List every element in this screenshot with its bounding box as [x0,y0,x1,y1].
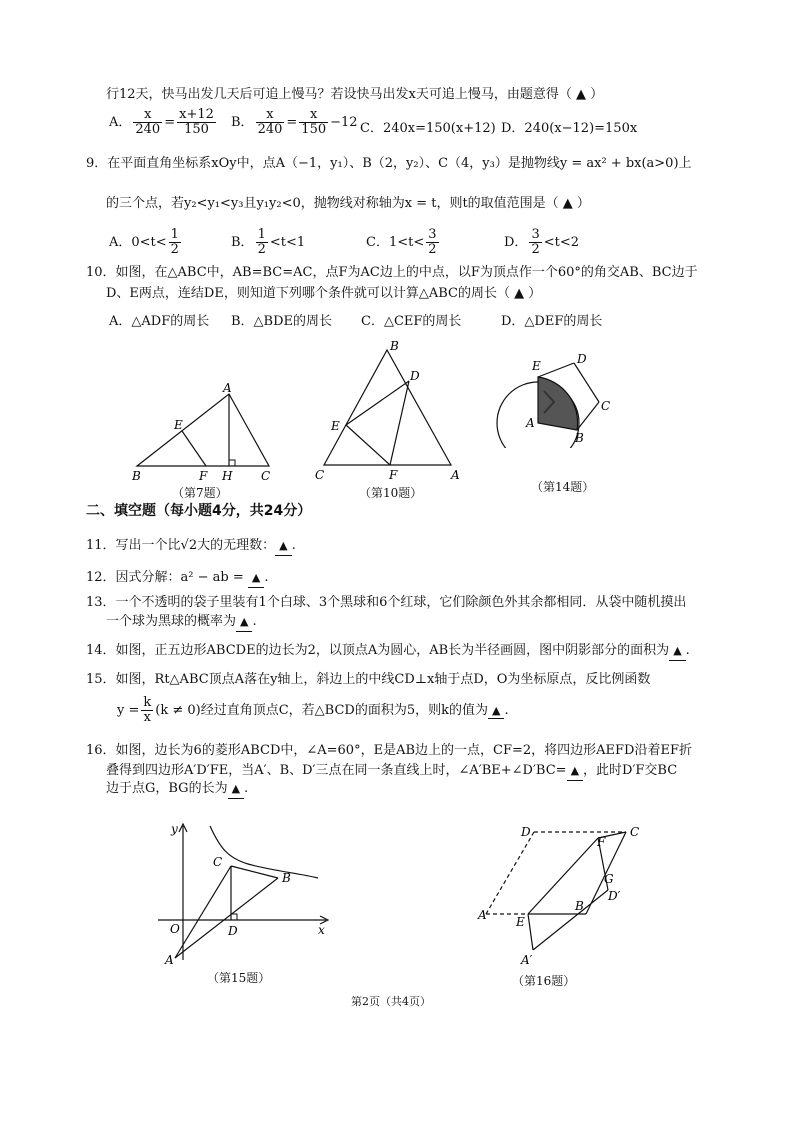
fig16-label-d: D [521,825,531,839]
fig15-caption: （第15题） [207,971,271,985]
q15-answer-blank: ▲ [488,704,504,719]
fig14-label-a: A [526,416,535,430]
fig16-label-c: C [630,825,640,839]
fig16-label-dp: D′ [608,889,621,903]
q13-line1: 13．一个不透明的袋子里装有1个白球、3个黑球和6个红球，它们除颜色外其余都相同．从袋中随机摸出 [86,595,687,610]
q16-answer-blank-1: ▲ [567,762,583,781]
figure-16 [476,822,646,972]
q10-line2: D、E两点，连结DE，则知道下列哪个条件就可以计算△ABC的周长（ ▲ ） [106,286,542,301]
fig14-caption: （第14题） [531,480,595,494]
q16-line2: 叠得到四边形A′D′FE，当A′、B、D′三点在同一条直线上时，∠A′BE+∠D′BC= ▲ ，此时D′F交BC [106,762,677,781]
fig7-label-b: B [132,469,141,483]
fig14-label-e: E [532,359,541,373]
q8-option-c: C．240x=150(x+12) [360,121,496,136]
q8-option-d: D．240(x−12)=150x [501,121,638,136]
fig10-label-e: E [331,419,340,433]
fig10-label-c: C [315,468,325,482]
fig14-label-b: B [575,431,584,445]
fig15-label-a: A [165,953,174,967]
fig7-label-a: A [223,381,232,395]
q10-option-d: D．△DEF的周长 [501,314,603,329]
q13-line2: 一个球为黑球的概率为 ▲ . [106,613,257,632]
q8-option-a: A． $\frac{x}{240}$ = $\frac{x+12}{150}$ [109,107,214,137]
fig16-caption: （第16题） [512,974,576,988]
q8-option-b: B． $\frac{x}{240}$ = $\frac{x}{150}$ −12 [231,107,358,137]
fig16-label-a: A [478,908,487,922]
fig10-label-a: A [451,468,460,482]
q16-answer-blank-2: ▲ [228,780,244,799]
fig10-label-d: D [410,369,420,383]
q9-option-a: A．0<t< $\frac{1}{2}$ [109,227,179,257]
figure-15 [158,818,338,968]
q9-option-b: B． $\frac{1}{2}$ <t<1 [231,227,306,257]
fig7-label-e: E [174,418,183,432]
fig15-label-c: C [213,855,223,869]
fig14-label-d: D [577,352,587,366]
fig14-label-c: C [601,399,611,413]
q11-answer-blank: ▲ [275,537,291,556]
section-2-heading: 二、填空题（每小题4分，共24分） [86,503,312,519]
q8-stem: 行12天，快马出发几天后可追上慢马？若设快马出发x天可追上慢马，由题意得（ ▲ ） [106,87,604,102]
fig10-caption: （第10题） [359,486,423,500]
q16-line1: 16．如图，边长为6的菱形ABCD中，∠A=60°，E是AB边上的一点，CF=2，将四边形AEFD沿着EF折 [86,743,692,758]
q16-line3: 边于点G，BG的长为 ▲ . [106,780,248,799]
q14: 14．如图，正五边形ABCDE的边长为2，以顶点A为圆心，AB长为半径画圆，图中阴影部分的面积为 ▲ . [86,642,690,661]
fig16-label-e: E [516,915,525,929]
q10-line1: 10．如图，在△ABC中，AB=BC=AC，点F为AC边上的中点，以F为顶点作一个60°的角交AB、BC边于 [86,265,698,280]
q10-option-c: C．△CEF的周长 [361,314,462,329]
figure-14 [492,348,622,448]
q12-answer-blank: ▲ [248,569,264,588]
q9-line2: 的三个点，若y₂<y₁<y₃且y₁y₂<0，抛物线对称轴为x = t，则t的取值范围是（ ▲ ） [106,196,590,211]
figure-10 [310,338,470,486]
q9-line1: 9．在平面直角坐标系xOy中，点A（−1，y₁）、B（2，y₂）、C（4，y₃）是抛物线y = ax² + bx(a>0)上 [86,156,692,171]
fig16-label-g: G [604,872,614,886]
figure-7 [125,380,285,485]
fig15-label-d: D [228,924,238,938]
q15-line1: 15．如图，Rt△ABC顶点A落在y轴上，斜边上的中线CD⊥x轴于点D，O为坐标原点，反比例函数 [86,672,651,687]
q10-option-b: B．△BDE的周长 [231,314,333,329]
q12: 12．因式分解：a² − ab = ▲ . [86,569,269,588]
q10-option-a: A．△ADF的周长 [109,314,210,329]
fig7-caption: （第7题） [172,486,228,500]
fig10-label-b: B [390,339,399,353]
fig15-label-o: O [170,922,180,936]
fig16-label-b: B [575,899,584,913]
fig16-label-ap: A′ [521,953,533,967]
q15-line2: y = $\frac{k}{x}$ (k ≠ 0)经过直角顶点C，若△BCD的面积为5，则k的值为 ▲ . [117,695,509,725]
page-footer: 第2页（共4页） [351,995,431,1008]
fig15-label-y: y [171,822,178,836]
q9-option-c: C．1<t< $\frac{3}{2}$ [366,227,437,257]
fig15-label-x: x [318,923,325,937]
q13-answer-blank: ▲ [236,613,252,632]
fig7-label-f: F [199,469,208,483]
q14-answer-blank: ▲ [669,642,685,661]
fig7-label-c: C [261,469,271,483]
fig10-label-f: F [389,468,398,482]
q9-option-d: D． $\frac{3}{2}$ <t<2 [504,227,579,257]
fig16-label-f: F [597,835,606,849]
fig7-label-h: H [222,469,233,483]
fig15-label-b: B [282,871,291,885]
q11: 11．写出一个比√2大的无理数： ▲ . [86,537,296,556]
